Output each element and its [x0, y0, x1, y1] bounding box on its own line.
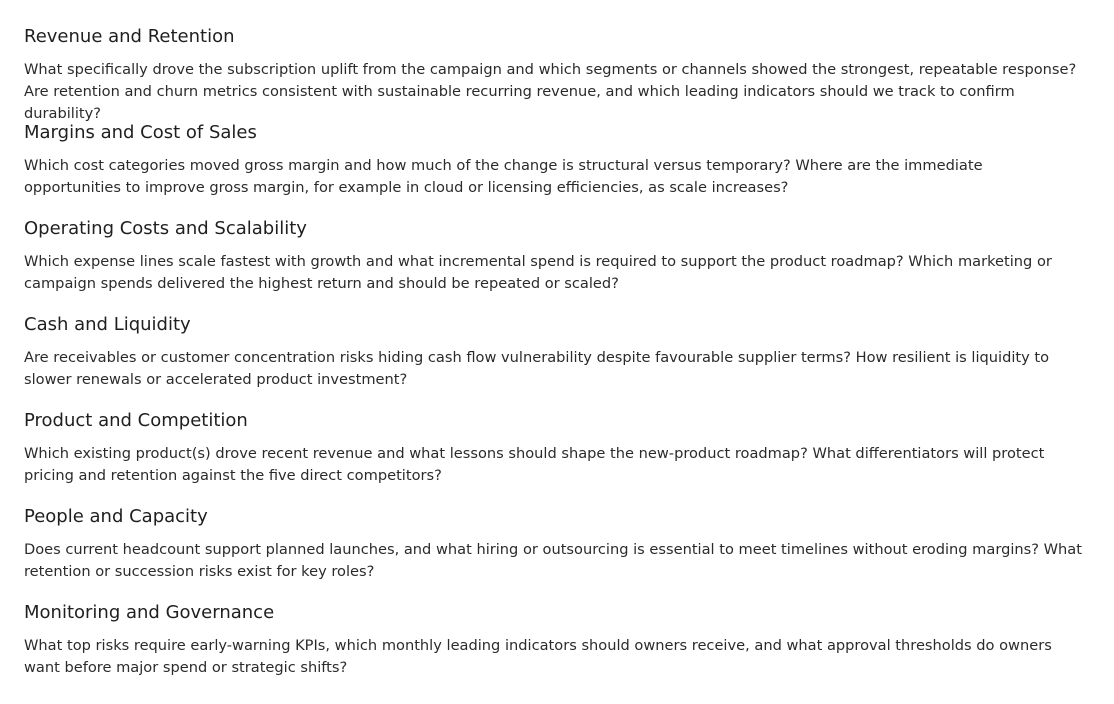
section-revenue-retention	[24, 24, 1090, 120]
section-monitoring-governance	[24, 600, 1090, 696]
section-margins-cost-of-sales	[24, 120, 1090, 216]
section-operating-costs	[24, 216, 1090, 312]
section-title: Operating Costs and Scalability	[24, 218, 307, 239]
section-body: Does current headcount support planned launches, and what hiring or outsourcing is essential to meet timelines without eroding margins? What retention or succession risks exist for key roles?	[24, 541, 1082, 580]
section-body: Are receivables or customer concentration risks hiding cash flow vulnerability despite favourable supplier terms? How resilient is liquidity to slower renewals or accelerated product investment?	[24, 349, 1050, 388]
section-body: What specifically drove the subscription uplift from the campaign and which segments or channels showed the strongest, repeatable response? Are retention and churn metrics consistent with sustainable recurring revenue, and which leading indicators should we track to confirm durability?	[24, 61, 1077, 122]
section-title: People and Capacity	[24, 506, 208, 527]
section-body: Which existing product(s) drove recent revenue and what lessons should shape the new-product roadmap? What differentiators will protect pricing and retention against the five direct competitors?	[24, 445, 1045, 484]
section-title: Revenue and Retention	[24, 26, 235, 47]
section-title: Margins and Cost of Sales	[24, 122, 257, 143]
section-body: Which cost categories moved gross margin and how much of the change is structural versus temporary? Where are the immediate opportunities to improve gross margin, for example in cloud or licensing efficiencies, as scale increases?	[24, 157, 983, 196]
section-people-capacity	[24, 504, 1090, 600]
section-title: Cash and Liquidity	[24, 314, 191, 335]
section-cash-liquidity	[24, 312, 1090, 408]
section-title: Product and Competition	[24, 410, 248, 431]
section-body: What top risks require early-warning KPIs, which monthly leading indicators should owners receive, and what approval thresholds do owners want before major spend or strategic shifts?	[24, 637, 1052, 676]
section-body: Which expense lines scale fastest with growth and what incremental spend is required to support the product roadmap? Which marketing or campaign spends delivered the highest return and should be repeated or scaled?	[24, 253, 1052, 292]
section-product-competition	[24, 408, 1090, 504]
section-title: Monitoring and Governance	[24, 602, 275, 623]
